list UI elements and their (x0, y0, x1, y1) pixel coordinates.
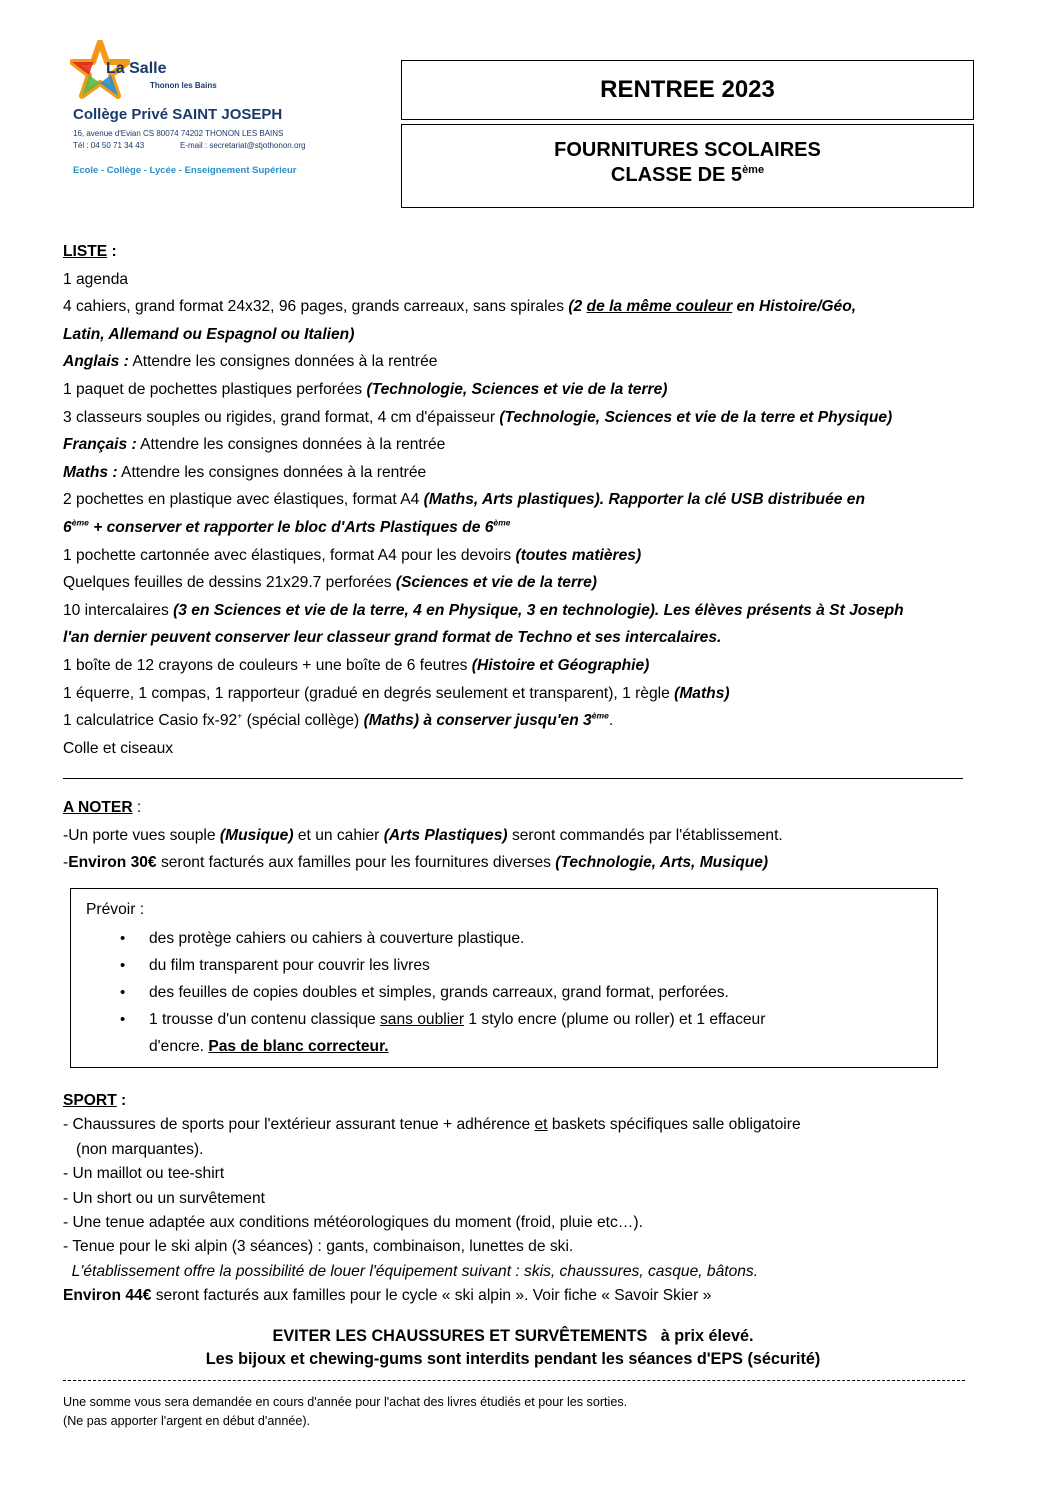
item-calculatrice-sup: + (237, 710, 243, 721)
list-item (63, 680, 1008, 708)
note-commandes: seront commandés par l'établissement. (507, 826, 783, 844)
liste-heading (63, 238, 1008, 266)
list-item (63, 1162, 1008, 1186)
list-item (63, 597, 1008, 625)
title-box (401, 60, 974, 120)
logo-brand: La Salle (106, 60, 167, 77)
logo-phone: Tél : 04 50 71 34 43 (73, 141, 145, 150)
prevoir-title: Prévoir : (86, 901, 145, 918)
list-item (63, 376, 1008, 404)
noter-heading-text: A NOTER (63, 799, 133, 816)
subtitle-class-sup: ème (742, 163, 765, 176)
footer-notes (63, 1393, 627, 1431)
list-item (63, 348, 1008, 376)
list-item (63, 321, 1008, 349)
note-cahier: et un cahier (293, 826, 384, 844)
list-item (63, 293, 1008, 321)
dashed-divider (63, 1380, 965, 1381)
subject-anglais: Anglais : (63, 353, 129, 371)
item-calculatrice-note: (Maths) à conserver jusqu'en 3 (363, 712, 592, 730)
list-item (63, 624, 1008, 652)
sport-location: L'établissement offre la possibilité de louer l'équipement suivant : skis, chaussures, casque, bâtons. (63, 1262, 759, 1280)
list-item (115, 1006, 925, 1060)
list-item (63, 266, 1008, 294)
divider (63, 778, 963, 779)
item-cahiers: 4 cahiers, grand format 24x32, 96 pages, grands carreaux, sans spirales (63, 298, 569, 316)
list-item (63, 569, 1008, 597)
list-item (63, 849, 1008, 877)
note-arts: (Arts Plastiques) (383, 826, 508, 844)
list-item (63, 735, 1008, 763)
logo-email: E-mail : secretariat@stjothonon.org (180, 141, 306, 150)
item-crayons-note: (Histoire et Géographie) (471, 656, 650, 674)
liste-heading-text: LISTE (63, 243, 108, 260)
list-item: • des feuilles de copies doubles et simples, grands carreaux, grand format, perforées. (115, 979, 925, 1006)
item-geometrie-note: (Maths) (674, 684, 730, 702)
list-item (63, 1235, 1008, 1259)
sport-maillot: - Un maillot ou tee-shirt (63, 1165, 225, 1183)
item-cahiers-note: (2 (568, 298, 587, 316)
page-title: RENTREE 2023 (600, 76, 775, 103)
item-bloc-arts-a: 6 (63, 518, 72, 536)
item-cahiers-note-2: Latin, Allemand ou Espagnol ou Italien) (63, 325, 355, 343)
item-calculatrice-note-sup: ème (591, 710, 609, 721)
footer-line-2: (Ne pas apporter l'argent en début d'année). (63, 1414, 311, 1428)
list-item: • du film transparent pour couvrir les livres (115, 952, 925, 979)
note-dash: - (63, 854, 69, 872)
item-geometrie: 1 équerre, 1 compas, 1 rapporteur (gradué en degrés seulement et transparent), 1 règle (63, 684, 675, 702)
supply-list (63, 238, 1008, 762)
prevoir-list (115, 925, 925, 1060)
logo-levels: Ecole - Collège - Lycée - Enseignement Supérieur (73, 165, 297, 176)
item-pochette-cartonnee-note: (toutes matières) (515, 546, 642, 564)
list-item (63, 822, 1008, 850)
sport-facture: seront facturés aux familles pour le cycle « ski alpin ». Voir fiche « Savoir Skier » (151, 1287, 712, 1305)
subject-maths: Maths : (63, 463, 118, 481)
list-item: • des protège cahiers ou cahiers à couverture plastique. (115, 925, 925, 952)
noter-heading-colon: : (132, 799, 142, 816)
sport-baskets: baskets spécifiques salle obligatoire (547, 1116, 801, 1134)
item-pochettes-elastiques: 2 pochettes en plastique avec élastiques, format A4 (63, 491, 424, 509)
subtitle-class-text: CLASSE DE 5 (610, 164, 743, 186)
noter-heading (63, 794, 1008, 822)
item-crayons: 1 boîte de 12 crayons de couleurs + une boîte de 6 feutres (63, 656, 472, 674)
item-agenda: 1 agenda (63, 270, 129, 288)
logo-college-name: Collège Privé SAINT JOSEPH (73, 106, 283, 123)
note-section (63, 794, 1008, 877)
footer-line-1: Une somme vous sera demandée en cours d'année pour l'achat des livres étudiés et pour les sorties. (63, 1395, 628, 1409)
trousse-warning: Pas de blanc correcteur. (208, 1038, 389, 1055)
subject-francais-note: Attendre les consignes données à la rentrée (136, 436, 446, 454)
sport-chaussures: - Chaussures de sports pour l'extérieur assurant tenue + adhérence (63, 1116, 535, 1134)
list-item (63, 1113, 1008, 1137)
list-item (63, 542, 1008, 570)
sport-heading-colon: : (116, 1092, 127, 1109)
list-item (63, 652, 1008, 680)
warning-block (63, 1325, 963, 1371)
note-facture-subjects: (Technologie, Arts, Musique) (555, 854, 769, 872)
item-classeurs: 3 classeurs souples ou rigides, grand format, 4 cm d'épaisseur (63, 408, 500, 426)
subject-maths-note: Attendre les consignes données à la rentrée (117, 463, 427, 481)
logo-address: 16, avenue d'Evian CS 80074 74202 THONON LES BAINS (73, 129, 284, 138)
subject-francais: Français : (63, 436, 137, 454)
item-intercalaires: 10 intercalaires (63, 601, 174, 619)
item-pochettes-note: (Technologie, Sciences et vie de la terre) (366, 380, 668, 398)
item-pochettes: 1 paquet de pochettes plastiques perforées (63, 380, 367, 398)
subtitle-box (401, 124, 974, 208)
liste-heading-colon: : (107, 243, 117, 260)
item-bloc-arts-b: + conserver et rapporter le bloc d'Arts Plastiques de 6 (88, 518, 494, 536)
item-calculatrice-b: (spécial collège) (242, 712, 364, 730)
subject-anglais-note: Attendre les consignes données à la rentrée (128, 353, 438, 371)
item-cahiers-note-end: en Histoire/Géo, (732, 298, 857, 316)
note-facture: seront facturés aux familles pour les fournitures diverses (156, 854, 556, 872)
item-calculatrice-dot: . (608, 712, 614, 730)
sport-ski: - Tenue pour le ski alpin (3 séances) : gants, combinaison, lunettes de ski. (63, 1238, 574, 1256)
warning-line-1: EVITER LES CHAUSSURES ET SURVÊTEMENTS à prix élevé. (272, 1327, 754, 1345)
note-porte-vues: -Un porte vues souple (63, 826, 220, 844)
item-bloc-arts-sup: ème (71, 517, 89, 528)
sport-heading (63, 1089, 1008, 1113)
list-item (63, 1260, 1008, 1284)
note-price: Environ 30€ (68, 854, 157, 872)
list-item (63, 404, 1008, 432)
trousse-encre: d'encre. (149, 1038, 209, 1055)
item-feuilles-dessin: Quelques feuilles de dessins 21x29.7 perforées (63, 574, 396, 592)
note-musique: (Musique) (219, 826, 294, 844)
subtitle-class (402, 164, 973, 187)
item-colle-ciseaux: Colle et ciseaux (63, 739, 174, 757)
list-item (63, 486, 1008, 514)
item-intercalaires-note: (3 en Sciences et vie de la terre, 4 en Physique, 3 en technologie). Les élèves présents à St Joseph (173, 601, 904, 619)
logo-brand-sub: Thonon les Bains (150, 81, 217, 90)
item-feuilles-dessin-note: (Sciences et vie de la terre) (395, 574, 597, 592)
school-logo (60, 40, 330, 190)
prevoir-box (70, 888, 938, 1068)
trousse-sans-oublier: sans oublier (379, 1011, 465, 1028)
list-item (63, 1211, 1008, 1235)
sport-section (63, 1089, 1008, 1309)
item-pochettes-elastiques-note: (Maths, Arts plastiques). Rapporter la clé USB distribuée en (423, 491, 865, 509)
item-intercalaires-note-2: l'an dernier peuvent conserver leur classeur grand format de Techno et ses intercalaires. (63, 629, 722, 647)
list-item (63, 707, 1008, 735)
list-item (63, 1138, 1008, 1162)
sport-price: Environ 44€ (63, 1287, 152, 1305)
item-bloc-arts-sup2: ème (493, 517, 511, 528)
list-item (63, 514, 1008, 542)
warning-line-2: Les bijoux et chewing-gums sont interdits pendant les séances d'EPS (sécurité) (205, 1350, 821, 1368)
item-pochette-cartonnee: 1 pochette cartonnée avec élastiques, format A4 pour les devoirs (63, 546, 516, 564)
list-item (63, 431, 1008, 459)
item-calculatrice: 1 calculatrice Casio fx-92 (63, 712, 238, 730)
item-cahiers-note-underline: de la même couleur (586, 298, 733, 316)
trousse-text: 1 trousse d'un contenu classique (149, 1011, 380, 1028)
sport-et: et (534, 1116, 548, 1134)
sport-heading-text: SPORT (63, 1092, 117, 1109)
sport-tenue-meteo: - Une tenue adaptée aux conditions météorologiques du moment (froid, pluie etc…). (63, 1214, 643, 1232)
list-item (63, 1187, 1008, 1211)
trousse-stylo: 1 stylo encre (plume ou roller) et 1 effaceur (464, 1011, 766, 1028)
list-item (63, 459, 1008, 487)
list-item (63, 1284, 1008, 1308)
subtitle-supplies: FOURNITURES SCOLAIRES (554, 139, 821, 161)
item-classeurs-note: (Technologie, Sciences et vie de la terre et Physique) (499, 408, 893, 426)
sport-non-marquantes: (non marquantes). (63, 1140, 204, 1158)
sport-short: - Un short ou un survêtement (63, 1189, 265, 1207)
